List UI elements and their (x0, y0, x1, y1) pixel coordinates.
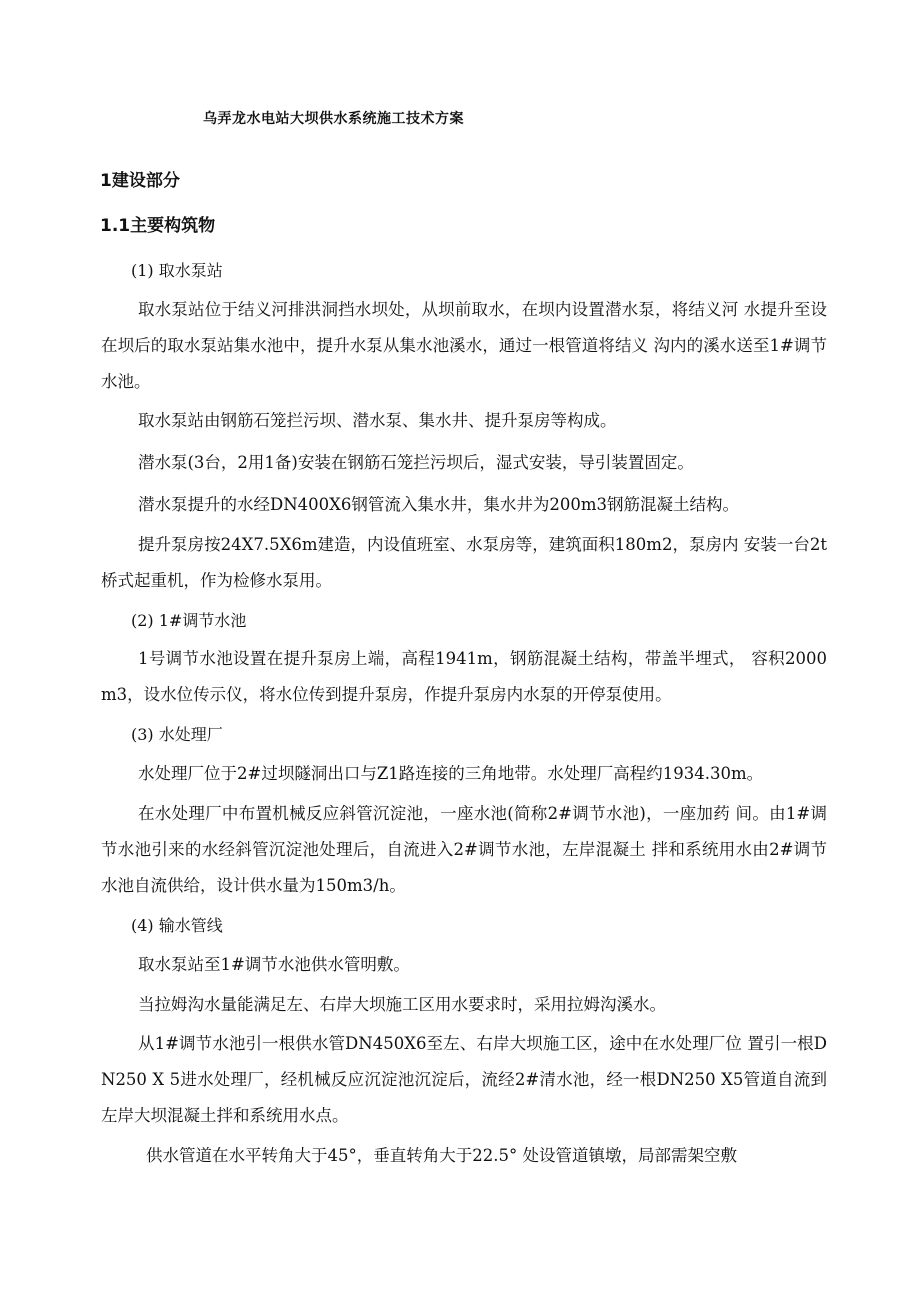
item-heading-water-plant: (3) 水处理厂 (131, 725, 223, 744)
paragraph: 潜水泵提升的水经DN400X6钢管流入集水井，集水井为200m3钢筋混凝土结构。 (138, 495, 740, 514)
paragraph: 取水泵站位于结义河排洪洞挡水坝处，从坝前取水，在坝内设置潜水泵，将结义河 水提升至设在坝后的取水泵站集水池中，提升水泵从集水池溪水，通过一根管道将结义 沟内的溪水送至1#调节水池。 (101, 300, 827, 391)
paragraph: 当拉姆沟水量能满足左、右岸大坝施工区用水要求时，采用拉姆沟溪水。 (138, 995, 666, 1014)
document-title: 乌弄龙水电站大坝供水系统施工技术方案 (203, 111, 464, 127)
paragraph: 水处理厂位于2#过坝隧洞出口与Z1路连接的三角地带。水处理厂高程约1934.30m。 (138, 764, 764, 783)
item-heading-pipeline: (4) 输水管线 (131, 916, 223, 935)
subsection-heading: 1.1主要构筑物 (100, 216, 216, 236)
section-heading: 1建设部分 (100, 171, 180, 191)
item-heading-regulating-pool: (2) 1#调节水池 (131, 611, 247, 630)
paragraph: 从1#调节水池引一根供水管DN450X6至左、右岸大坝施工区，途中在水处理厂位 置引一根DN250 X 5进水处理厂，经机械反应沉淀池沉淀后，流经2#清水池，经一根DN250 X5管道自流到左岸大坝混凝土拌和系统用水点。 (101, 1034, 827, 1125)
paragraph: 潜水泵(3台，2用1备)安装在钢筋石笼拦污坝后，湿式安装，导引装置固定。 (138, 453, 694, 472)
paragraph: 取水泵站由钢筋石笼拦污坝、潜水泵、集水井、提升泵房等构成。 (138, 411, 617, 430)
paragraph: 取水泵站至1#调节水池供水管明敷。 (138, 955, 410, 974)
item-heading-pump-station: (1) 取水泵站 (131, 261, 223, 280)
paragraph: 1号调节水池设置在提升泵房上端，高程1941m，钢筋混凝土结构，带盖半埋式， 容积2000m3，设水位传示仪，将水位传到提升泵房，作提升泵房内水泵的开停泵使用。 (101, 649, 827, 704)
paragraph: 在水处理厂中布置机械反应斜管沉淀池，一座水池(简称2#调节水池)，一座加药 间。由1#调节水池引来的水经斜管沉淀池处理后，自流进入2#调节水池，左岸混凝土 拌和系统用水由2#调节水池自流供给，设计供水量为150m3/h。 (101, 804, 827, 895)
paragraph: 供水管道在水平转角大于45°，垂直转角大于22.5° 处设管道镇墩，局部需架空敷 (146, 1146, 737, 1165)
paragraph: 提升泵房按24X7.5X6m建造，内设值班室、水泵房等，建筑面积180m2，泵房内 安装一台2t桥式起重机，作为检修水泵用。 (101, 535, 827, 590)
